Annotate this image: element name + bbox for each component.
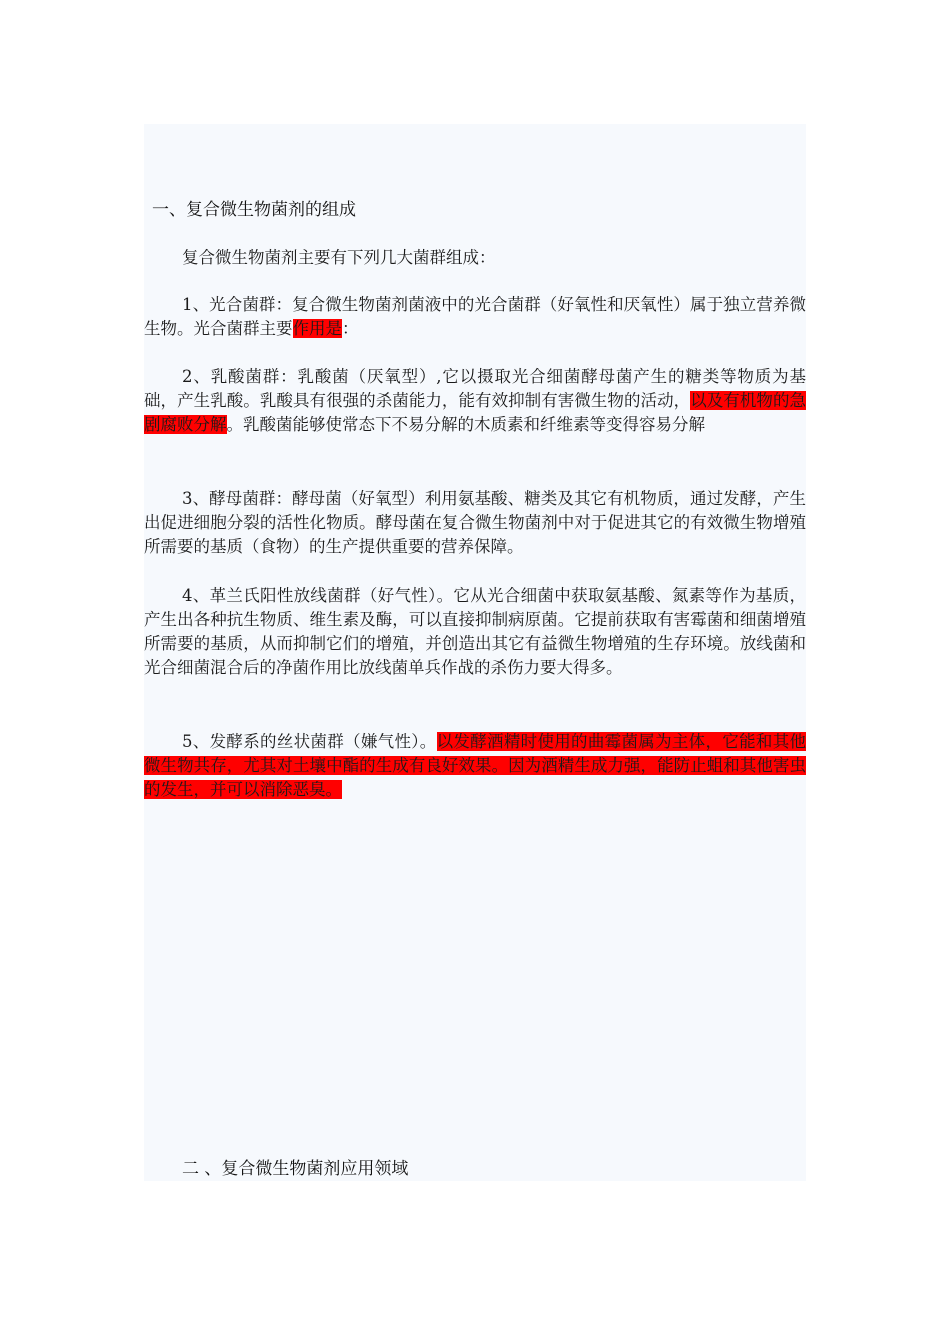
- item2-tail: 。乳酸菌能够使常态下不易分解的木质素和纤维素等变得容易分解: [226, 415, 705, 434]
- item1-text: 1、光合菌群：复合微生物菌剂菌液中的光合菌群（好氧性和厌氧性）属于独立营养微生物。光合菌群主要: [144, 295, 806, 338]
- item1-paragraph: [144, 293, 806, 341]
- item5-highlight: 以发酵酒精时使用的曲霉菌属为主体，它能和其他微生物共存，尤其对土壤中酯的生成有良好效果。因为酒精生成力强，能防止蛆和其他害虫的发生，并可以消除恶臭。: [144, 732, 807, 799]
- item5-paragraph: [144, 730, 806, 802]
- item1-tail: ：: [342, 319, 359, 338]
- section2-heading: 二 、复合微生物菌剂应用领域: [182, 1159, 409, 1179]
- item4-paragraph: 4、革兰氏阳性放线菌群（好气性）。它从光合细菌中获取氨基酸、氮素等作为基质，产生出各种抗生物质、维生素及酶，可以直接抑制病原菌。它提前获取有害霉菌和细菌增殖所需要的基质，从而抑制它们的增殖，并创造出其它有益微生物增殖的生存环境。放线菌和光合细菌混合后的净菌作用比放线菌单兵作战的杀伤力要大得多。: [144, 586, 806, 677]
- item2-paragraph: [144, 365, 806, 437]
- item1-highlight: 作用是: [292, 319, 342, 338]
- item3-paragraph: 3、酵母菌群：酵母菌（好氧型）利用氨基酸、糖类及其它有机物质，通过发酵，产生出促进细胞分裂的活性化物质。酵母菌在复合微生物菌剂中对于促进其它的有效微生物增殖所需要的基质（食物）的生产提供重要的营养保障。: [144, 489, 806, 556]
- item5-text: 5、发酵系的丝状菌群（嫌气性）。: [182, 732, 437, 751]
- item2-text: 2、乳酸菌群：乳酸菌（厌氧型）,它以摄取光合细菌酵母菌产生的糖类等物质为基础，产生乳酸。乳酸具有很强的杀菌能力，能有效抑制有害微生物的活动，: [144, 367, 806, 410]
- item2-highlight: 以及有机物的急剧腐败分解: [144, 391, 807, 434]
- section1-heading: 一、复合微生物菌剂的组成: [152, 200, 356, 220]
- intro-paragraph: 复合微生物菌剂主要有下列几大菌群组成：: [182, 248, 496, 267]
